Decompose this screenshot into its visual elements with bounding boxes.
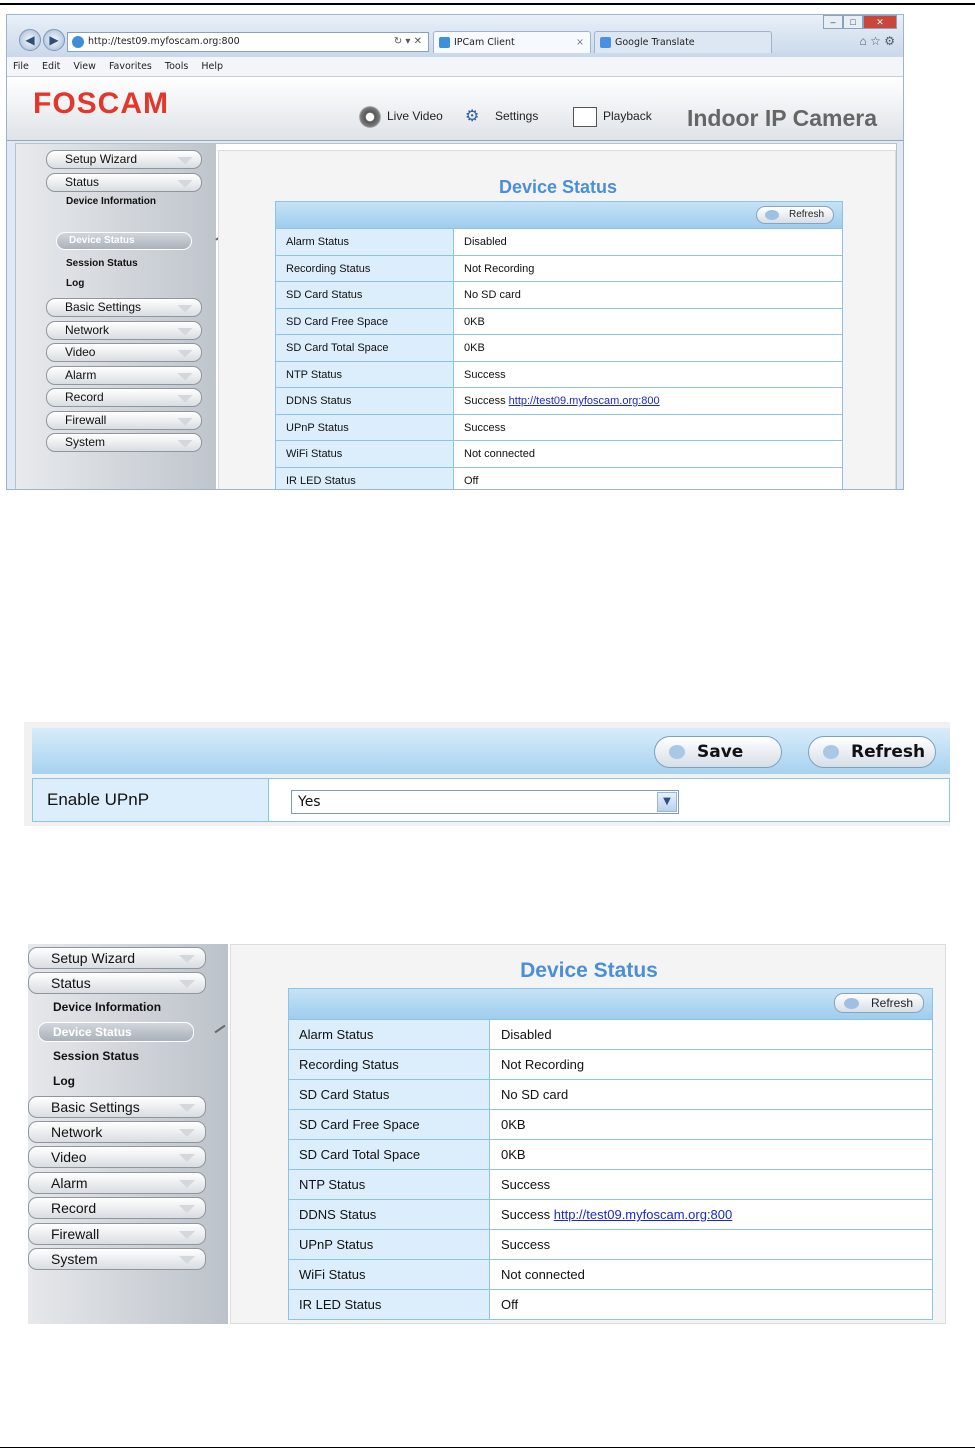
- refresh-icon: [823, 745, 839, 759]
- refresh-label: Refresh: [851, 742, 926, 762]
- menu-record[interactable]: [46, 388, 202, 407]
- save-label: Save: [697, 742, 744, 762]
- chevron-down-icon: [179, 1104, 195, 1112]
- minimize-icon[interactable]: –: [823, 15, 843, 29]
- chevron-down-icon: [179, 1129, 195, 1137]
- chevron-down-icon: [177, 157, 193, 165]
- table-row: [289, 1229, 932, 1259]
- submenu-log[interactable]: Log: [53, 1074, 75, 1088]
- ie-icon: [439, 37, 450, 48]
- row-label: DDNS Status: [289, 1200, 490, 1229]
- row-value: 0KB: [464, 315, 485, 328]
- favorites-star-icon[interactable]: ☆: [870, 34, 881, 48]
- chevron-down-icon: [177, 418, 193, 426]
- table-row: [289, 1139, 932, 1169]
- row-value: 0KB: [464, 342, 485, 354]
- upnp-header: [32, 728, 950, 774]
- table-row: [276, 255, 842, 282]
- row-value: Not connected: [501, 1267, 585, 1282]
- chevron-down-icon: [179, 1180, 195, 1188]
- page-title: Device Status: [498, 177, 618, 197]
- menu-help[interactable]: Help: [201, 61, 224, 72]
- menu-file[interactable]: File: [13, 61, 29, 72]
- row-label: SD Card Free Space: [276, 309, 454, 335]
- chevron-down-icon: [177, 395, 193, 403]
- menu-view[interactable]: View: [73, 61, 96, 72]
- translate-icon: [600, 37, 611, 48]
- home-icon[interactable]: ⌂: [859, 34, 867, 48]
- chevron-down-icon: [177, 180, 193, 188]
- tab-label: IPCam Client: [454, 37, 515, 48]
- menu-label: Setup Wizard: [65, 152, 138, 166]
- tab-google-translate[interactable]: [594, 31, 772, 53]
- row-value: No SD card: [464, 289, 521, 301]
- browser-window: [6, 14, 904, 490]
- table-row: [289, 1289, 932, 1319]
- table-row: [289, 1199, 932, 1229]
- menu-status[interactable]: [28, 972, 206, 994]
- chevron-down-icon: [179, 1154, 195, 1162]
- row-label: Alarm Status: [289, 1020, 490, 1049]
- table-row: [276, 308, 842, 335]
- toolbar-icons: [860, 34, 895, 48]
- back-icon[interactable]: ◀: [19, 29, 41, 51]
- table-row: [289, 1079, 932, 1109]
- row-label: IR LED Status: [289, 1290, 490, 1319]
- row-value: Success: [501, 1177, 551, 1192]
- menu-label: System: [51, 1251, 98, 1267]
- ie-icon: [72, 36, 84, 48]
- row-label: WiFi Status: [276, 441, 454, 467]
- refresh-label: Refresh: [789, 209, 825, 220]
- ddns-status-text: Success: [501, 1207, 551, 1222]
- refresh-icon: [844, 998, 859, 1009]
- submenu-device-information[interactable]: Device Information: [53, 1000, 162, 1014]
- menu-firewall[interactable]: [46, 411, 202, 430]
- table-row: [289, 1049, 932, 1079]
- save-button[interactable]: [654, 736, 782, 768]
- row-value: [464, 388, 660, 414]
- table-row: [276, 440, 842, 467]
- device-status-content: [230, 944, 946, 1324]
- refresh-label: Refresh: [871, 996, 914, 1010]
- product-title: Indoor IP Camera: [686, 105, 877, 131]
- device-status-content: [218, 150, 896, 490]
- menu-label: Network: [51, 1124, 103, 1140]
- calendar-icon: [573, 107, 597, 127]
- table-row: [276, 361, 842, 388]
- table-header: [276, 202, 842, 228]
- submenu-device-information[interactable]: Device Information: [66, 196, 157, 207]
- row-label: Recording Status: [289, 1050, 490, 1079]
- ddns-link[interactable]: http://test09.myfoscam.org:800: [508, 395, 660, 407]
- row-value: [501, 1200, 732, 1229]
- row-label: DDNS Status: [276, 388, 454, 414]
- menu-label: Video: [51, 1149, 87, 1165]
- menu-label: System: [65, 435, 106, 449]
- top-rule: [0, 3, 975, 5]
- menu-system[interactable]: [28, 1248, 206, 1270]
- row-value: 0KB: [501, 1147, 526, 1162]
- chevron-down-icon: [177, 373, 193, 381]
- nav-settings[interactable]: [465, 99, 538, 133]
- menu-label: Alarm: [65, 368, 97, 382]
- forward-icon[interactable]: ▶: [43, 29, 65, 51]
- row-value: Off: [501, 1297, 519, 1312]
- row-label: Recording Status: [276, 256, 454, 282]
- row-label: NTP Status: [276, 362, 454, 388]
- table-header: [289, 989, 932, 1019]
- chevron-down-icon[interactable]: ▼: [657, 792, 677, 812]
- menu-setup-wizard[interactable]: [28, 947, 206, 969]
- menu-label: Network: [65, 323, 110, 337]
- table-row: [289, 1109, 932, 1139]
- row-label: UPnP Status: [289, 1230, 490, 1259]
- row-label: UPnP Status: [276, 415, 454, 441]
- table-row: [276, 387, 842, 414]
- close-tab-icon[interactable]: ×: [576, 37, 584, 48]
- menu-basic-settings[interactable]: [46, 298, 202, 317]
- chevron-down-icon: [177, 328, 193, 336]
- row-label: IR LED Status: [276, 468, 454, 491]
- submenu-device-status[interactable]: Device Status: [38, 1022, 194, 1042]
- chevron-down-icon: [177, 305, 193, 313]
- nav-label: Playback: [603, 109, 652, 123]
- row-value: 0KB: [501, 1117, 526, 1132]
- page-title: Device Status: [520, 959, 658, 982]
- submenu-device-status[interactable]: Device Status: [56, 232, 192, 250]
- menu-system[interactable]: [46, 433, 202, 452]
- table-row: [289, 1169, 932, 1199]
- tab-label: Google Translate: [615, 37, 695, 48]
- enable-upnp-select[interactable]: [291, 790, 679, 814]
- row-label: SD Card Status: [289, 1080, 490, 1109]
- row-value: Success: [501, 1237, 551, 1252]
- device-status-table: [275, 201, 843, 490]
- row-value: Disabled: [501, 1027, 552, 1042]
- chevron-down-icon: [179, 1205, 195, 1213]
- menu-firewall[interactable]: [28, 1223, 206, 1245]
- menu-favorites[interactable]: Favorites: [108, 61, 152, 72]
- menu-label: Status: [51, 975, 91, 991]
- menu-label: Status: [65, 175, 100, 189]
- upnp-panel: [24, 722, 950, 826]
- nav-live-video[interactable]: [359, 99, 443, 133]
- menu-network[interactable]: [28, 1121, 206, 1143]
- row-value: Not Recording: [464, 262, 535, 275]
- select-value: Yes: [298, 794, 321, 810]
- menu-label: Basic Settings: [51, 1099, 140, 1115]
- refresh-button[interactable]: [834, 993, 924, 1013]
- table-row: [276, 414, 842, 441]
- menu-label: Video: [65, 345, 96, 359]
- table-row: [276, 281, 842, 308]
- menu-tools[interactable]: Tools: [164, 61, 189, 72]
- active-pointer: [215, 1025, 226, 1034]
- menu-label: Alarm: [51, 1175, 88, 1191]
- maximize-icon[interactable]: □: [843, 15, 863, 29]
- app-banner: [7, 77, 903, 141]
- row-value: Not Recording: [501, 1057, 585, 1072]
- row-value: Success: [464, 368, 506, 381]
- row-value: Off: [464, 474, 479, 487]
- browser-titlebar: [7, 15, 903, 57]
- ddns-link[interactable]: http://test09.myfoscam.org:800: [553, 1207, 733, 1222]
- tab-ipcam-client[interactable]: [433, 31, 591, 53]
- menu-status[interactable]: [46, 173, 202, 192]
- chevron-down-icon: [179, 1231, 195, 1239]
- menu-video[interactable]: [46, 343, 202, 362]
- row-label: SD Card Free Space: [289, 1110, 490, 1139]
- menu-setup-wizard[interactable]: [46, 150, 202, 169]
- chevron-down-icon: [179, 980, 195, 988]
- table-row: [276, 334, 842, 361]
- menu-record[interactable]: [28, 1197, 206, 1219]
- menu-basic-settings[interactable]: [28, 1096, 206, 1118]
- row-label: NTP Status: [289, 1170, 490, 1199]
- device-status-screenshot: [28, 944, 946, 1324]
- menu-label: Firewall: [65, 413, 107, 427]
- webcam-icon: [359, 106, 381, 128]
- menu-label: Record: [51, 1200, 97, 1216]
- menu-alarm[interactable]: [46, 366, 202, 385]
- chevron-down-icon: [179, 1256, 195, 1264]
- menu-video[interactable]: [28, 1146, 206, 1168]
- browser-menubar: [7, 57, 903, 77]
- menu-label: Firewall: [51, 1226, 100, 1242]
- menu-label: Basic Settings: [65, 300, 142, 314]
- table-row: [289, 1259, 932, 1289]
- close-window-icon[interactable]: ✕: [863, 15, 897, 29]
- refresh-button[interactable]: [756, 206, 834, 224]
- submenu-log[interactable]: Log: [66, 278, 85, 289]
- nav-label: Live Video: [387, 109, 443, 123]
- chevron-down-icon: [177, 440, 193, 448]
- address-bar[interactable]: [67, 32, 429, 52]
- row-value: No SD card: [501, 1087, 569, 1102]
- settings-sidebar: [16, 144, 216, 490]
- menu-network[interactable]: [46, 321, 202, 340]
- enable-upnp-label: Enable UPnP: [33, 779, 269, 821]
- save-icon: [669, 745, 685, 759]
- gears-icon: ⚙: [465, 107, 480, 125]
- window-controls: [823, 15, 899, 31]
- menu-alarm[interactable]: [28, 1172, 206, 1194]
- table-row: [289, 1019, 932, 1049]
- chevron-down-icon: [177, 350, 193, 358]
- row-value: Not connected: [464, 448, 535, 460]
- row-label: SD Card Total Space: [276, 335, 454, 361]
- row-label: Alarm Status: [276, 229, 454, 255]
- bottom-rule: [0, 1447, 975, 1448]
- row-value: Success: [464, 421, 506, 434]
- ddns-status-text: Success: [464, 395, 506, 407]
- settings-sidebar: [28, 944, 228, 1324]
- menu-label: Setup Wizard: [51, 950, 136, 966]
- table-row: [276, 467, 842, 491]
- row-label: WiFi Status: [289, 1260, 490, 1289]
- row-label: SD Card Total Space: [289, 1140, 490, 1169]
- nav-playback[interactable]: [573, 99, 652, 133]
- submenu-session-status[interactable]: Session Status: [53, 1049, 140, 1063]
- row-value: Disabled: [464, 236, 507, 248]
- settings-panel: [15, 143, 897, 490]
- refresh-button[interactable]: [808, 736, 936, 768]
- table-row: [276, 228, 842, 255]
- upnp-row: [32, 778, 950, 822]
- row-label: SD Card Status: [276, 282, 454, 308]
- tools-gear-icon[interactable]: ⚙: [884, 34, 895, 48]
- menu-label: Record: [65, 390, 104, 404]
- address-controls[interactable]: ↻ ▾ ✕: [393, 36, 422, 47]
- foscam-logo: FOSCAM: [33, 87, 169, 120]
- menu-edit[interactable]: Edit: [41, 61, 61, 72]
- address-text: http://test09.myfoscam.org:800: [88, 36, 240, 47]
- nav-label: Settings: [495, 109, 539, 123]
- device-status-table: [288, 988, 933, 1320]
- submenu-session-status[interactable]: Session Status: [66, 258, 138, 269]
- refresh-icon: [765, 210, 779, 220]
- chevron-down-icon: [179, 955, 195, 963]
